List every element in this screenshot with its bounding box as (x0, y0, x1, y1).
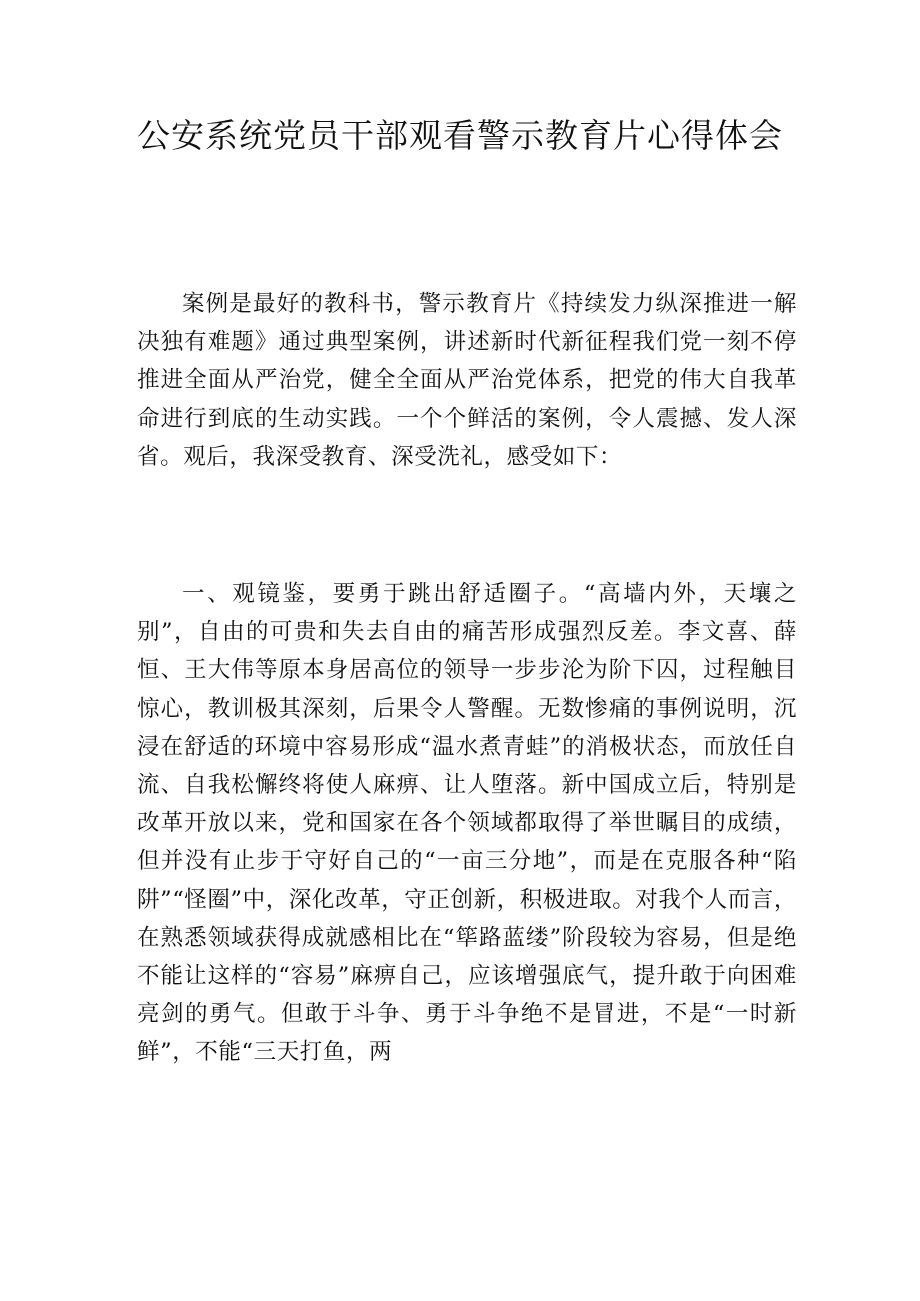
paragraph-intro: 案例是最好的教科书，警示教育片《持续发力纵深推进一解决独有难题》通过典型案例，讲述新时代新征程我们党一刻不停推进全面从严治党，健全全面从严治党体系，把党的伟大自我革命进行到底的生动实践。一个个鲜活的案例，令人震撼、发人深省。观后，我深受教育、深受洗礼，感受如下： (137, 291, 797, 470)
paragraph-section-one: 一、观镜鉴，要勇于跳出舒适圈子。“高墙内外，天壤之别”，自由的可贵和失去自由的痛苦形成强烈反差。李文喜、薛恒、王大伟等原本身居高位的领导一步步沦为阶下囚，过程触目惊心，教训极其深刻，后果令人警醒。无数惨痛的事例说明，沉浸在舒适的环境中容易形成“温水煮青蛙”的消极状态，而放任自流、自我松懈终将使人麻痹、让人堕落。新中国成立后，特别是改革开放以来，党和国家在各个领域都取得了举世瞩目的成绩，但并没有止步于守好自己的“一亩三分地”，而是在克服各种“陷阱”“怪圈”中，深化改革，守正创新，积极进取。对我个人而言，在熟悉领域获得成就感相比在“筚路蓝缕”阶段较为容易，但是绝不能让这样的“容易”麻痹自己，应该增强底气，提升敢于向困难亮剑的勇气。但敢于斗争、勇于斗争绝不是冒进，不是“一时新鲜”，不能“三天打鱼，两 (137, 581, 798, 1066)
document-title: 公安系统党员干部观看警示教育片心得体会 (137, 116, 783, 155)
